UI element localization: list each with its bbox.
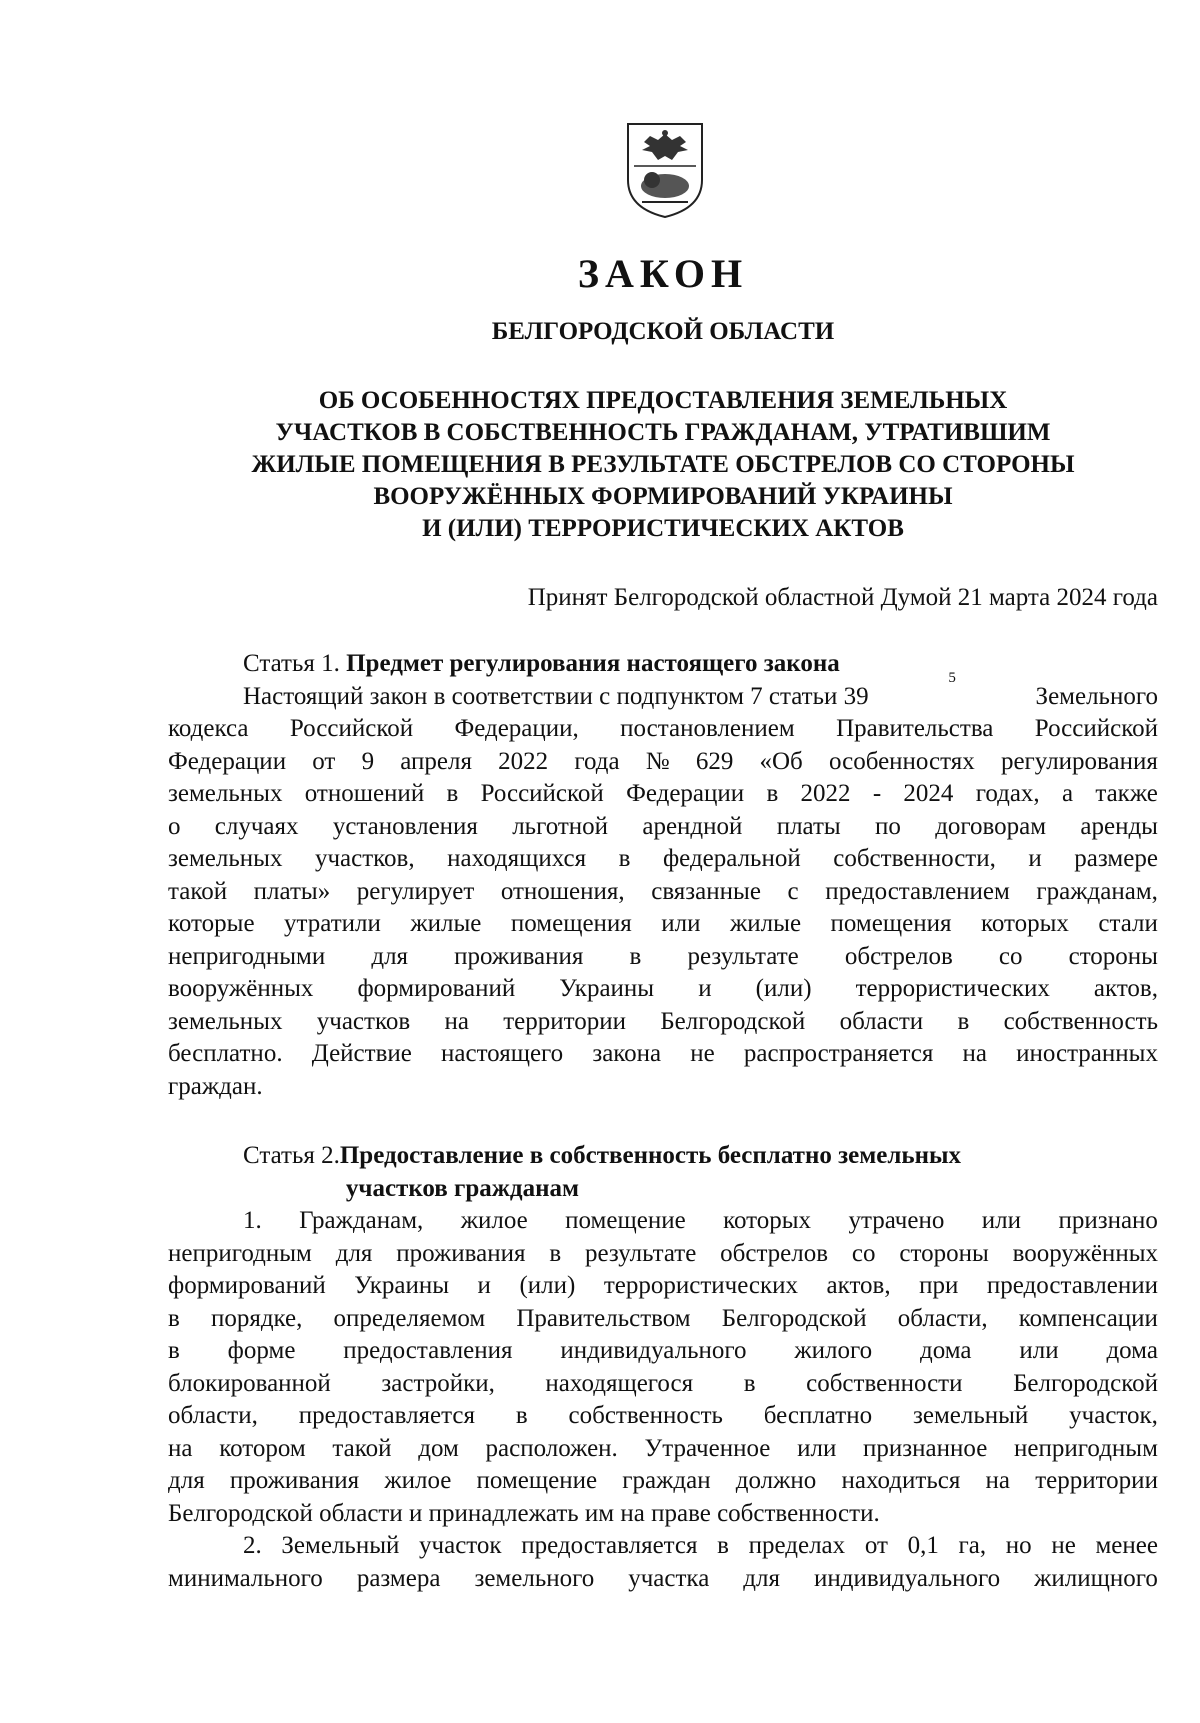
word: предоставляется (298, 1402, 475, 1429)
word: в (515, 1402, 528, 1429)
word: обстрелов (844, 942, 953, 970)
word: Утраченное (644, 1434, 771, 1462)
word: 2022 (498, 747, 549, 775)
word: кодекса (168, 715, 249, 742)
word: предоставлении (986, 1272, 1158, 1299)
coat-of-arms-emblem (620, 120, 710, 220)
word: для (743, 1564, 780, 1592)
article-2-title-line: участков гражданам (345, 1174, 580, 1202)
word: в (168, 1304, 180, 1332)
word: отношения, (500, 877, 625, 905)
text-line (168, 713, 1158, 746)
adoption-note: Принят Белгородской областной Думой 21 марта 2024 года (527, 584, 1158, 611)
article-2-heading (168, 1140, 1158, 1205)
text-line (168, 1205, 1158, 1238)
word: 2022 (800, 780, 851, 807)
word: такой (332, 1434, 392, 1462)
word: граждан (622, 1467, 711, 1494)
text-line (168, 1038, 1158, 1071)
word: жилого (794, 1337, 873, 1364)
word: случаях (214, 812, 299, 840)
word: расположен. (485, 1434, 618, 1462)
heading-line: УЧАСТКОВ В СОБСТВЕННОСТЬ ГРАЖДАНАМ, УТРАТИВШИМ (275, 419, 1051, 446)
word: со (998, 942, 1023, 970)
word: результате (585, 1239, 697, 1267)
word: 9 (361, 747, 375, 775)
word: не (1051, 1532, 1076, 1559)
document-title: ЗАКОН (577, 251, 749, 296)
word: земельных (168, 845, 283, 872)
word: Земельный (281, 1532, 400, 1559)
word: предоставлением (825, 877, 1010, 905)
word: земельных (168, 780, 283, 807)
word: в (743, 1369, 756, 1397)
word: в (618, 845, 631, 872)
text-line (168, 1006, 1158, 1039)
word: котором (219, 1434, 306, 1462)
word: в (549, 1239, 562, 1267)
document-page (168, 0, 1158, 1723)
word: находящихся (447, 845, 587, 872)
word: федеральной (662, 845, 801, 872)
word: аренды (1080, 812, 1158, 840)
text-line (168, 778, 1158, 811)
word: 0,1 (907, 1532, 939, 1559)
word: такой (168, 877, 228, 905)
word: при (919, 1272, 959, 1299)
text-line (168, 1563, 1158, 1596)
word: компенсации (1018, 1304, 1158, 1332)
word: участков (316, 1007, 411, 1035)
word: минимального (168, 1564, 323, 1592)
text-line (168, 973, 1158, 1006)
word: утрачено (848, 1207, 945, 1234)
word: террористических (855, 975, 1050, 1002)
word: земельный (912, 1402, 1029, 1429)
word: для (168, 1467, 205, 1494)
word: размере (1074, 845, 1158, 872)
word: собственности (806, 1369, 963, 1397)
word: проживания (396, 1239, 526, 1267)
word: - (872, 780, 882, 807)
word: Украины (559, 975, 655, 1002)
word: собственности, (833, 845, 996, 872)
word: области, (168, 1402, 258, 1429)
word: проживания (229, 1467, 360, 1494)
word: жилые (730, 910, 802, 937)
word: на (962, 1040, 987, 1067)
text-line (168, 1270, 1158, 1303)
word: в (766, 780, 779, 807)
word: которые (168, 910, 255, 937)
word: Российской (480, 780, 604, 807)
word: Белгородской (660, 1007, 806, 1035)
heading-line: И (ИЛИ) ТЕРРОРИСТИЧЕСКИХ АКТОВ (422, 515, 904, 542)
word: платы (776, 812, 841, 840)
word: регулирования (1000, 747, 1158, 775)
word: отношений (304, 780, 425, 807)
word: собственность (568, 1402, 723, 1429)
word: закона (592, 1040, 662, 1067)
word: с (787, 877, 799, 905)
word: застройки, (381, 1369, 495, 1397)
word: Действие (311, 1040, 412, 1067)
word: находиться (841, 1467, 961, 1494)
word: должно (735, 1467, 817, 1494)
word: размера (356, 1564, 441, 1592)
text-line (168, 876, 1158, 909)
text-line (168, 1303, 1158, 1336)
word: от (864, 1532, 888, 1559)
word: жилое (460, 1207, 528, 1234)
text-line (168, 1433, 1158, 1466)
word: Гражданам, (299, 1207, 424, 1234)
article-2-label: Статья 2. (243, 1142, 340, 1169)
word: собственность (1003, 1007, 1158, 1035)
word: «Об (759, 747, 803, 775)
text-line (168, 669, 1158, 714)
text-line (168, 1335, 1158, 1368)
word: территории (1035, 1467, 1158, 1494)
word: платы» (253, 877, 331, 905)
word: гражданам, (1036, 877, 1158, 905)
word: от (312, 747, 336, 775)
word: дома (919, 1337, 972, 1364)
word: Правительством (516, 1304, 691, 1332)
word: определяемом (333, 1304, 486, 1332)
word: на (444, 1007, 469, 1035)
word: жилое (384, 1467, 452, 1494)
text-line (168, 908, 1158, 941)
word: участка (628, 1564, 710, 1592)
text-line (168, 746, 1158, 779)
word: но (1005, 1532, 1032, 1559)
word: № (645, 747, 670, 775)
word: настоящего (441, 1040, 564, 1067)
word: порядке, (210, 1304, 303, 1332)
word: Белгородской (721, 1304, 867, 1332)
word: для (371, 942, 409, 970)
word: распространяется (743, 1040, 934, 1067)
word: утратили (284, 910, 381, 937)
document-subtitle: БЕЛГОРОДСКОЙ ОБЛАСТИ (491, 318, 835, 345)
article-1-heading (168, 648, 1158, 681)
word: помещения (510, 910, 632, 937)
word: на (985, 1467, 1010, 1494)
word: га, (958, 1532, 987, 1559)
text-line (168, 843, 1158, 876)
word: стали (1098, 910, 1158, 937)
word: области, (897, 1304, 988, 1332)
word: бесплатно. (168, 1040, 283, 1067)
text-line (168, 1238, 1158, 1271)
word: апреля (400, 747, 472, 775)
word: обстрелов (720, 1239, 829, 1267)
word: дома (1106, 1337, 1158, 1364)
word: земельного (474, 1564, 595, 1592)
word: предоставления (343, 1337, 513, 1364)
text-line (168, 941, 1158, 974)
word: арендной (642, 812, 743, 840)
word: жилые (410, 910, 482, 937)
text-line (168, 1465, 1158, 1498)
article-2 (168, 1140, 1158, 1595)
word: формирований (357, 975, 516, 1002)
word: участков, (314, 845, 415, 872)
text-line (168, 1530, 1158, 1563)
word: или (1019, 1337, 1059, 1364)
word: также (1095, 780, 1158, 807)
word: террористических (603, 1272, 799, 1299)
word: 1. (243, 1207, 262, 1234)
word: Федерации, (454, 715, 579, 742)
word: блокированной (168, 1369, 331, 1397)
text-line (168, 1368, 1158, 1401)
word: на (168, 1434, 193, 1462)
word: индивидуального (560, 1337, 747, 1364)
superscript: 5 (948, 669, 956, 686)
word: Российской (289, 715, 414, 742)
word: со (851, 1239, 876, 1267)
word: стороны (899, 1239, 989, 1267)
word: постановлением (620, 715, 795, 742)
word: 2. (243, 1532, 262, 1559)
word: (или) (755, 975, 812, 1002)
word: предоставляется (521, 1532, 698, 1559)
word: льготной (512, 812, 609, 840)
article-2-title-line: Предоставление в собственность бесплатно земельных (339, 1142, 962, 1169)
word: участок, (1069, 1402, 1158, 1429)
word: области (839, 1007, 924, 1035)
article-1-title: Предмет регулирования настоящего закона (346, 650, 840, 677)
word: форме (227, 1337, 296, 1364)
word: особенностях (828, 747, 975, 775)
word: в (446, 780, 459, 807)
word: бесплатно (763, 1402, 873, 1429)
article-1-label: Статья 1. (243, 650, 340, 677)
heading-line: ЖИЛЫЕ ПОМЕЩЕНИЯ В РЕЗУЛЬТАТЕ ОБСТРЕЛОВ СО СТОРОНЫ (251, 451, 1075, 478)
word: 2024 (903, 780, 954, 807)
word: или (797, 1434, 837, 1462)
heading-line: ОБ ОСОБЕННОСТЯХ ПРЕДОСТАВЛЕНИЯ ЗЕМЕЛЬНЫХ (318, 387, 1008, 414)
word: договорам (935, 812, 1047, 840)
word: формирований (168, 1272, 326, 1299)
word: в (168, 1337, 180, 1364)
word: результате (687, 942, 799, 970)
word: 629 (695, 747, 734, 775)
word: которых (980, 910, 1069, 937)
word: Российской (1034, 715, 1158, 742)
word: Правительства (836, 715, 994, 742)
word: непригодным (168, 1239, 312, 1267)
word: вооружённых (1012, 1239, 1158, 1267)
word: и (1028, 845, 1042, 872)
word: помещения (830, 910, 952, 937)
text-line-part: Земельного (1035, 682, 1158, 710)
text-line: граждан. (168, 1072, 263, 1100)
word: менее (1095, 1532, 1158, 1559)
word: непригодными (168, 942, 326, 970)
word: регулирует (356, 877, 475, 905)
word: индивидуального (814, 1564, 1001, 1592)
word: Белгородской (1013, 1369, 1158, 1397)
word: пределах (748, 1532, 846, 1559)
text-line (168, 1400, 1158, 1433)
word: земельных (168, 1007, 283, 1035)
word: о (168, 812, 181, 840)
word: иностранных (1016, 1040, 1158, 1067)
word: признанное (863, 1434, 988, 1462)
word: в (717, 1532, 729, 1559)
word: актов, (1093, 975, 1158, 1002)
word: установления (332, 812, 478, 840)
word: непригодным (1014, 1434, 1158, 1462)
word: не (690, 1040, 715, 1067)
word: помещение (476, 1467, 598, 1494)
article-2-title (340, 1140, 1158, 1205)
word: признано (1058, 1207, 1158, 1234)
text-line-part: Настоящий закон в соответствии с подпунктом 7 статьи 39 (243, 682, 869, 710)
word: или (661, 910, 701, 937)
word: и (477, 1272, 491, 1299)
text-line: Белгородской области и принадлежать им на праве собственности. (168, 1499, 880, 1527)
word: Украины (354, 1272, 450, 1299)
word: дом (418, 1434, 459, 1462)
word: связанные (651, 877, 761, 905)
word: территории (503, 1007, 627, 1035)
word: для (335, 1239, 373, 1267)
word: Федерации (168, 747, 287, 775)
word: годах, (975, 780, 1040, 807)
word: которых (723, 1207, 812, 1234)
text-line (168, 811, 1158, 844)
word: актов, (826, 1272, 891, 1299)
word: в (629, 942, 642, 970)
word: участок (419, 1532, 502, 1559)
word: жилищного (1034, 1564, 1158, 1592)
article-1 (168, 648, 1158, 1103)
word: а (1061, 780, 1074, 807)
word: или (981, 1207, 1022, 1234)
word: года (574, 747, 620, 775)
word: стороны (1068, 942, 1158, 970)
word: вооружённых (168, 975, 314, 1002)
heading-line: ВООРУЖЁННЫХ ФОРМИРОВАНИЙ УКРАИНЫ (373, 483, 953, 510)
word: Федерации (626, 780, 745, 807)
word: проживания (454, 942, 584, 970)
word: находящегося (545, 1369, 694, 1397)
law-heading (168, 385, 1158, 545)
word: по (875, 812, 901, 840)
word: (или) (519, 1272, 576, 1299)
word: в (957, 1007, 970, 1035)
word: и (698, 975, 712, 1002)
word: помещение (565, 1207, 686, 1234)
